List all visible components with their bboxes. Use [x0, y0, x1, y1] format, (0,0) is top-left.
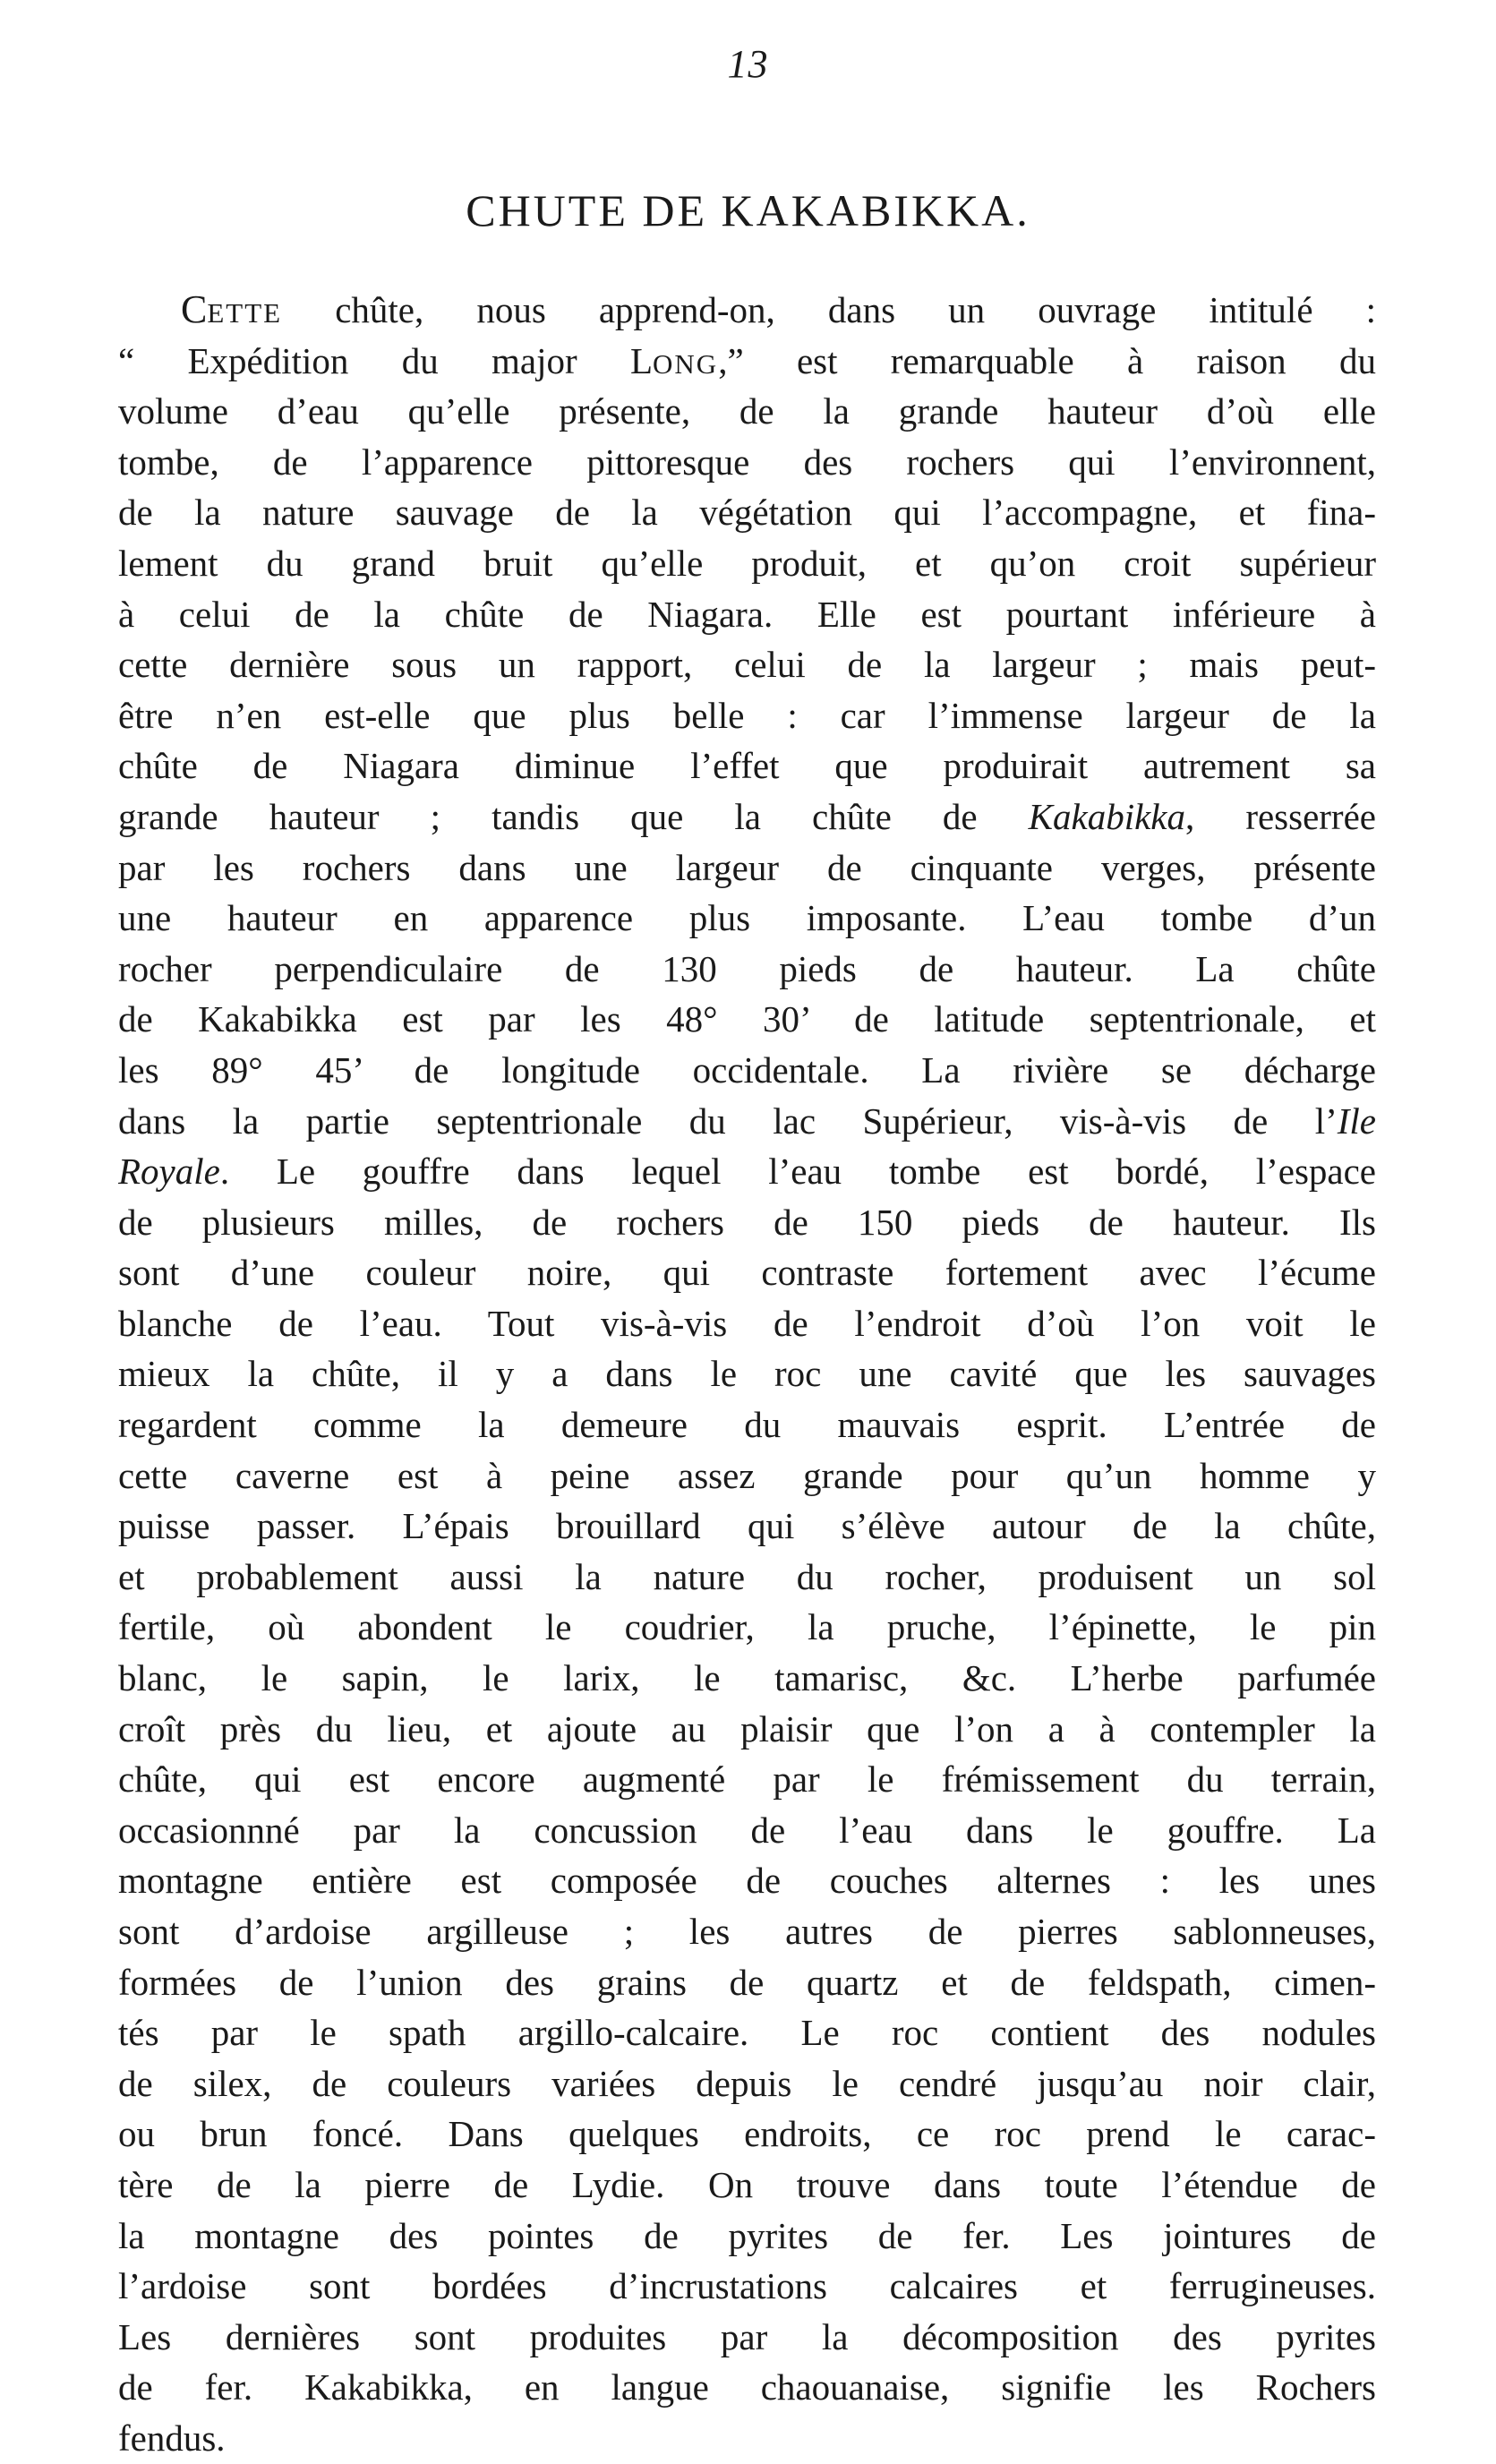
text-line — [118, 1298, 1376, 1349]
text-segment: , resserrée — [1185, 795, 1376, 837]
text-line — [118, 1704, 1376, 1755]
text-line — [118, 791, 1376, 843]
text-line — [118, 1399, 1376, 1450]
text-segment: tère de la pierre de Lydie. On trouve dans toute l’étendue de — [118, 2163, 1376, 2205]
text-line — [118, 2261, 1376, 2312]
text-segment: blanc, le sapin, le larix, le tamarisc, &c. L’herbe parfumée — [118, 1657, 1376, 1699]
text-line — [118, 944, 1376, 995]
text-line — [118, 2058, 1376, 2109]
text-line — [118, 1450, 1376, 1502]
text-segment: volume d’eau qu’elle présente, de la grande hauteur d’où elle — [118, 390, 1376, 432]
text-line — [118, 1602, 1376, 1653]
text-line — [118, 893, 1376, 944]
text-segment: chûte, nous apprend-on, dans un ouvrage intitulé : — [282, 289, 1376, 330]
text-line — [118, 994, 1376, 1045]
text-segment: être n’en est-elle que plus belle : car l’immense largeur de la — [118, 694, 1376, 736]
text-line — [118, 1957, 1376, 2008]
text-line — [118, 2312, 1376, 2363]
text-line — [118, 1754, 1376, 1805]
text-segment: cette dernière sous un rapport, celui de la largeur ; mais peut- — [118, 644, 1376, 686]
text-line — [118, 1348, 1376, 1399]
text-segment: ,” est remarquable à raison du — [718, 339, 1376, 381]
text-segment: croît près du lieu, et ajoute au plaisir que l’on a à contempler la — [118, 1707, 1376, 1750]
text-segment: blanche de l’eau. Tout vis-à-vis de l’endroit d’où l’on voit le — [118, 1302, 1376, 1344]
text-segment: cette caverne est à peine assez grande pour qu’un homme y — [118, 1454, 1376, 1496]
text-segment: regardent comme la demeure du mauvais esprit. L’entrée de — [118, 1404, 1376, 1446]
page-number: 13 — [727, 42, 769, 86]
text-line — [118, 1146, 1376, 1197]
text-line — [118, 1855, 1376, 1906]
text-segment: . Le gouffre dans lequel l’eau tombe est bordé, l’espace — [219, 1151, 1376, 1193]
text-line — [118, 690, 1376, 741]
text-segment: l’ardoise sont bordées d’incrustations calcaires et ferrugineuses. — [118, 2265, 1376, 2307]
text-line — [118, 2211, 1376, 2262]
text-segment: tombe, de l’apparence pittoresque des rochers qui l’environnent, — [118, 441, 1376, 483]
text-line — [118, 1906, 1376, 1957]
text-segment: grande hauteur ; tandis que la chûte de — [118, 795, 1029, 837]
text-segment: dans la partie septentrionale du lac Supérieur, vis-à-vis de l’ — [118, 1099, 1338, 1142]
text-segment: L — [629, 339, 654, 381]
text-segment: de fer. Kakabikka, en langue chaouanaise, signifie les Rochers — [118, 2366, 1376, 2408]
text-line — [118, 2160, 1376, 2211]
text-segment: “ Expédition du major — [118, 339, 630, 381]
small-caps-text: ONG — [653, 347, 719, 380]
text-line — [118, 487, 1376, 538]
italic-text: Royale — [118, 1151, 220, 1193]
small-caps-text: ETTE — [207, 297, 283, 329]
text-segment: une hauteur en apparence plus imposante. L’eau tombe d’un — [118, 897, 1376, 939]
text-line — [118, 843, 1376, 894]
text-segment: chûte, qui est encore augmenté par le frémissement du terrain, — [118, 1758, 1376, 1801]
text-line — [118, 1653, 1376, 1704]
text-line — [118, 538, 1376, 589]
text-line — [118, 2362, 1376, 2413]
text-line — [118, 2109, 1376, 2160]
body-paragraph — [118, 285, 1376, 2464]
text-line — [118, 1552, 1376, 1603]
text-segment: formées de l’union des grains de quartz et de feldspath, cimen- — [118, 1961, 1376, 2003]
text-segment: fertile, où abondent le coudrier, la pruche, l’épinette, le pin — [118, 1606, 1376, 1648]
text-line — [118, 1247, 1376, 1298]
text-segment: la montagne des pointes de pyrites de fer. Les jointures de — [118, 2214, 1376, 2256]
text-line — [118, 386, 1376, 437]
text-segment: de silex, de couleurs variées depuis le cendré jusqu’au noir clair, — [118, 2062, 1376, 2104]
text-line — [118, 285, 1376, 336]
text-segment: sont d’une couleur noire, qui contraste fortement avec l’écume — [118, 1252, 1376, 1294]
text-segment: de plusieurs milles, de rochers de 150 pieds de hauteur. Ils — [118, 1201, 1376, 1243]
text-line — [118, 639, 1376, 690]
text-segment: les 89° 45’ de longitude occidentale. La rivière se décharge — [118, 1048, 1376, 1091]
text-line — [118, 1501, 1376, 1552]
text-line — [118, 336, 1376, 387]
chapter-title: CHUTE DE KAKABIKKA. — [466, 185, 1030, 235]
text-line — [118, 1096, 1376, 1147]
italic-text: Ile — [1337, 1099, 1376, 1142]
text-segment: puisse passer. L’épais brouillard qui s’élève autour de la chûte, — [118, 1505, 1376, 1547]
text-segment: lement du grand bruit qu’elle produit, et qu’on croit supérieur — [118, 542, 1376, 584]
text-segment: à celui de la chûte de Niagara. Elle est pourtant inférieure à — [118, 593, 1376, 635]
text-segment: de Kakabikka est par les 48° 30’ de latitude septentrionale, et — [118, 998, 1376, 1040]
text-segment: mieux la chûte, il y a dans le roc une cavité que les sauvages — [118, 1353, 1376, 1395]
text-line — [118, 2413, 1376, 2464]
text-line — [118, 2007, 1376, 2058]
text-segment: ou brun foncé. Dans quelques endroits, ce roc prend le carac- — [118, 2113, 1376, 2155]
text-line — [118, 589, 1376, 640]
text-line — [118, 1197, 1376, 1248]
text-segment: et probablement aussi la nature du rocher, produisent un sol — [118, 1555, 1376, 1597]
text-segment: rocher perpendiculaire de 130 pieds de hauteur. La chûte — [118, 947, 1376, 989]
text-segment: chûte de Niagara diminue l’effet que produirait autrement sa — [118, 745, 1376, 787]
text-segment: sont d’ardoise argilleuse ; les autres de pierres sablonneuses, — [118, 1911, 1376, 1952]
text-segment: montagne entière est composée de couches alternes : les unes — [118, 1860, 1376, 1902]
text-segment: occasionnné par la concussion de l’eau dans le gouffre. La — [118, 1809, 1376, 1851]
text-segment: Les dernières sont produites par la décomposition des pyrites — [118, 2315, 1376, 2357]
text-line — [118, 1045, 1376, 1096]
text-segment: fendus. — [118, 2417, 226, 2459]
text-line — [118, 437, 1376, 488]
text-line — [118, 1805, 1376, 1856]
italic-text: Kakabikka — [1028, 795, 1185, 837]
text-line — [118, 740, 1376, 791]
text-segment: de la nature sauvage de la végétation qui l’accompagne, et fina- — [118, 492, 1376, 534]
text-segment: tés par le spath argillo-calcaire. Le roc contient des nodules — [118, 2012, 1376, 2054]
drop-cap: C — [181, 287, 208, 331]
text-segment: par les rochers dans une largeur de cinquante verges, présente — [118, 846, 1376, 888]
